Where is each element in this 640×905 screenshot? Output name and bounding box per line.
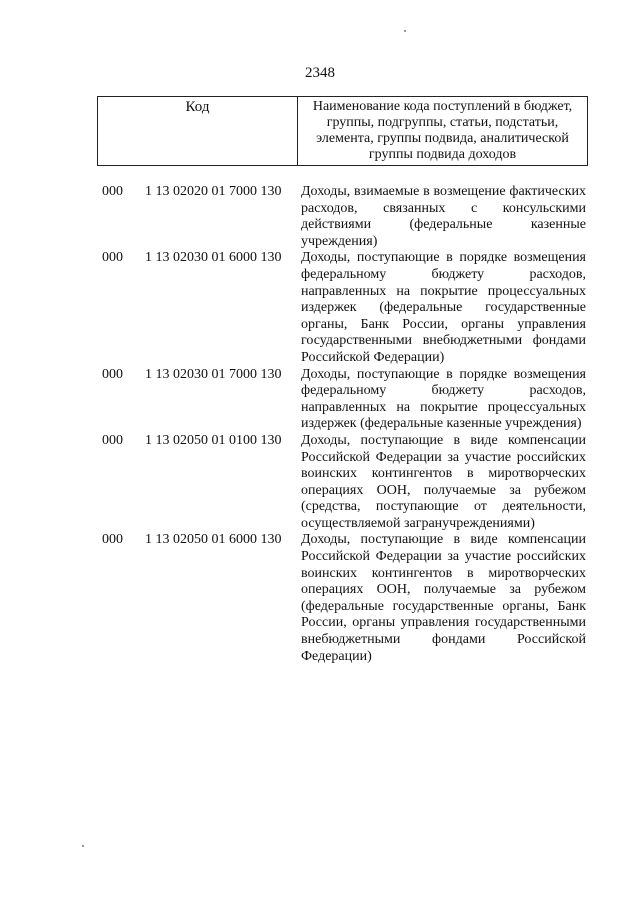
income-code: 1 13 02030 01 7000 130 xyxy=(145,366,282,382)
income-description: Доходы, поступающие в виде компенсации Российской Федерации за участие российских воинских контингентов в миротворческих операциях ООН, получаемые за рубежом (федеральные государственные органы, Банк России, органы управления государственными внебюджетными фондами Российской Федерации) xyxy=(301,532,586,664)
table-header xyxy=(97,96,588,166)
income-code: 1 13 02050 01 6000 130 xyxy=(145,532,282,548)
table-row xyxy=(0,532,640,665)
income-description: Доходы, поступающие в порядке возмещения федеральному бюджету расходов, направленных на покрытие процессуальных издержек (федеральные казенные учреждения) xyxy=(301,366,586,432)
table-row xyxy=(0,433,640,533)
income-code: 1 13 02030 01 6000 130 xyxy=(145,250,282,266)
income-description: Доходы, взимаемые в возмещение фактических расходов, связанных с консульскими действиями (федеральные казенные учреждения) xyxy=(301,184,586,249)
table-row xyxy=(0,367,640,433)
table-row xyxy=(0,184,640,250)
income-code: 1 13 02020 01 7000 130 xyxy=(145,184,282,199)
admin-code: 000 xyxy=(102,250,123,266)
table-row xyxy=(0,250,640,366)
admin-code: 000 xyxy=(102,532,123,548)
income-description: Доходы, поступающие в виде компенсации Российской Федерации за участие российских воинских контингентов в миротворческих операциях ООН, получаемые за рубежом (средства, поступающие от деятельности, осуществляемой загранучреждениями) xyxy=(301,432,586,531)
header-code-label: Код xyxy=(98,97,298,165)
admin-code: 000 xyxy=(102,366,123,382)
income-description: Доходы, поступающие в порядке возмещения федеральному бюджету расходов, направленных на покрытие процессуальных издержек (федеральные государственные органы, Банк России, органы управления государственными внебюджетными фондами Российской Федерации) xyxy=(301,250,586,365)
scan-speck xyxy=(404,30,406,32)
income-code: 1 13 02050 01 0100 130 xyxy=(145,432,282,448)
scan-speck xyxy=(82,845,84,847)
page-number: 2348 xyxy=(305,65,335,81)
admin-code: 000 xyxy=(102,184,123,199)
header-name-label: Наименование кода поступлений в бюджет, группы, подгруппы, статьи, подстатьи, элемента, группы подвида, аналитической группы подвида доходов xyxy=(312,99,573,162)
admin-code: 000 xyxy=(102,432,123,448)
income-codes-list xyxy=(0,184,640,665)
